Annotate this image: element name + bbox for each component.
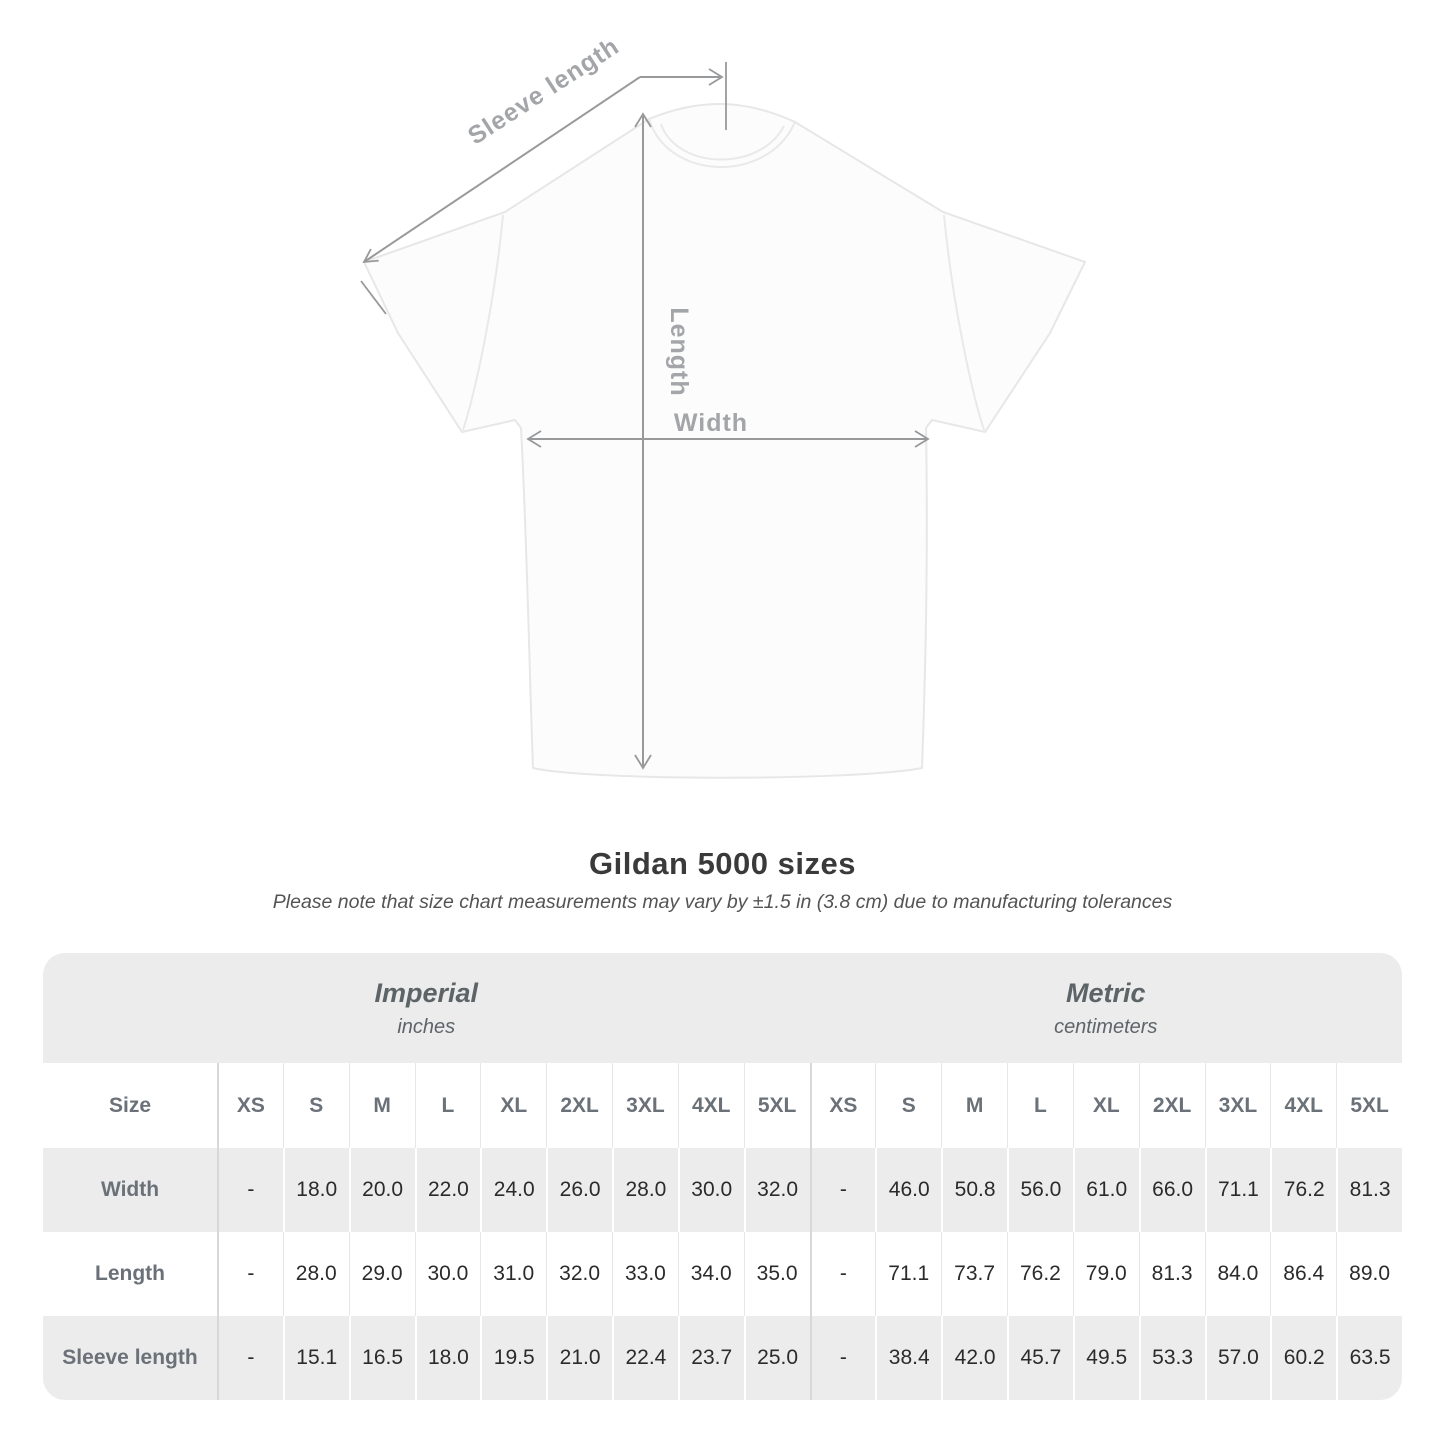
sleeve-length-arrow-label: Sleeve length [462,32,625,151]
cell-metric-xs-sleeve-length: - [810,1316,876,1400]
cell-metric-xs-length: - [810,1232,876,1316]
column-header-imperial-xl: XL [480,1063,546,1148]
cell-imperial-xs-length: - [217,1232,283,1316]
cell-metric-m-sleeve-length: 42.0 [941,1316,1007,1400]
cell-imperial-xs-width: - [217,1148,283,1232]
cell-imperial-l-length: 30.0 [415,1232,481,1316]
metric-section-label: Metric [1065,977,1146,1008]
row-label-width: Width [43,1148,217,1232]
cell-metric-m-length: 73.7 [941,1232,1007,1316]
cell-imperial-5xl-width: 32.0 [744,1148,810,1232]
cell-metric-xs-width: - [810,1148,876,1232]
cell-imperial-l-sleeve-length: 18.0 [415,1316,481,1400]
cell-imperial-xl-width: 24.0 [480,1148,546,1232]
cell-metric-4xl-width: 76.2 [1270,1148,1336,1232]
cell-metric-l-sleeve-length: 45.7 [1007,1316,1073,1400]
tolerance-note: Please note that size chart measurements may vary by ±1.5 in (3.8 cm) due to manufacturing tolerances [272,891,1173,913]
cell-metric-l-length: 76.2 [1007,1232,1073,1316]
metric-section-header [810,953,1403,1063]
cell-metric-5xl-sleeve-length: 63.5 [1336,1316,1402,1400]
cell-imperial-2xl-length: 32.0 [546,1232,612,1316]
row-label-sleeve-length: Sleeve length [43,1316,217,1400]
cell-imperial-m-length: 29.0 [349,1232,415,1316]
cell-metric-xl-sleeve-length: 49.5 [1073,1316,1139,1400]
cell-imperial-2xl-sleeve-length: 21.0 [546,1316,612,1400]
column-header-imperial-5xl: 5XL [744,1063,810,1148]
column-header-imperial-m: M [349,1063,415,1148]
cell-metric-3xl-width: 71.1 [1205,1148,1271,1232]
cell-metric-2xl-length: 81.3 [1139,1232,1205,1316]
cell-metric-m-width: 50.8 [941,1148,1007,1232]
cell-metric-3xl-length: 84.0 [1205,1232,1271,1316]
cell-imperial-s-sleeve-length: 15.1 [283,1316,349,1400]
cell-imperial-m-width: 20.0 [349,1148,415,1232]
column-header-imperial-xs: XS [217,1063,283,1148]
width-arrow-label: Width [673,409,749,437]
cell-metric-xl-width: 61.0 [1073,1148,1139,1232]
cell-imperial-4xl-length: 34.0 [678,1232,744,1316]
cell-imperial-4xl-width: 30.0 [678,1148,744,1232]
tshirt-graphic [364,104,1085,778]
size-column-header: Size [43,1063,217,1148]
cell-metric-2xl-width: 66.0 [1139,1148,1205,1232]
page-title: Gildan 5000 sizes [589,846,856,881]
cell-imperial-4xl-sleeve-length: 23.7 [678,1316,744,1400]
cell-imperial-5xl-length: 35.0 [744,1232,810,1316]
cell-imperial-m-sleeve-length: 16.5 [349,1316,415,1400]
size-table [43,953,1402,1400]
column-header-metric-xl: XL [1073,1063,1139,1148]
row-label-length: Length [43,1232,217,1316]
cell-metric-4xl-length: 86.4 [1270,1232,1336,1316]
column-header-imperial-2xl: 2XL [546,1063,612,1148]
cell-imperial-xl-sleeve-length: 19.5 [480,1316,546,1400]
cell-metric-2xl-sleeve-length: 53.3 [1139,1316,1205,1400]
cell-metric-s-sleeve-length: 38.4 [875,1316,941,1400]
cell-metric-s-width: 46.0 [875,1148,941,1232]
column-header-metric-l: L [1007,1063,1073,1148]
cell-metric-s-length: 71.1 [875,1232,941,1316]
cell-metric-3xl-sleeve-length: 57.0 [1205,1316,1271,1400]
cell-metric-4xl-sleeve-length: 60.2 [1270,1316,1336,1400]
cell-imperial-xs-sleeve-length: - [217,1316,283,1400]
cell-metric-5xl-width: 81.3 [1336,1148,1402,1232]
cell-imperial-l-width: 22.0 [415,1148,481,1232]
column-header-metric-2xl: 2XL [1139,1063,1205,1148]
column-header-metric-s: S [875,1063,941,1148]
cell-metric-l-width: 56.0 [1007,1148,1073,1232]
cell-imperial-s-width: 18.0 [283,1148,349,1232]
imperial-section-unit: inches [397,1015,456,1038]
cell-imperial-5xl-sleeve-length: 25.0 [744,1316,810,1400]
column-header-imperial-l: L [415,1063,481,1148]
column-header-imperial-3xl: 3XL [612,1063,678,1148]
cell-imperial-3xl-sleeve-length: 22.4 [612,1316,678,1400]
imperial-section-label: Imperial [374,977,479,1008]
cell-metric-xl-length: 79.0 [1073,1232,1139,1316]
cell-imperial-3xl-length: 33.0 [612,1232,678,1316]
column-header-imperial-s: S [283,1063,349,1148]
cell-imperial-2xl-width: 26.0 [546,1148,612,1232]
imperial-section-header [43,953,810,1063]
column-header-imperial-4xl: 4XL [678,1063,744,1148]
length-arrow-label: Length [665,307,693,397]
column-header-metric-4xl: 4XL [1270,1063,1336,1148]
cell-imperial-xl-length: 31.0 [480,1232,546,1316]
column-header-metric-xs: XS [810,1063,876,1148]
column-header-metric-5xl: 5XL [1336,1063,1402,1148]
column-header-metric-m: M [941,1063,1007,1148]
cell-imperial-3xl-width: 28.0 [612,1148,678,1232]
metric-section-unit: centimeters [1054,1015,1158,1038]
column-header-metric-3xl: 3XL [1205,1063,1271,1148]
cell-imperial-s-length: 28.0 [283,1232,349,1316]
cell-metric-5xl-length: 89.0 [1336,1232,1402,1316]
heading-block [0,846,1445,914]
